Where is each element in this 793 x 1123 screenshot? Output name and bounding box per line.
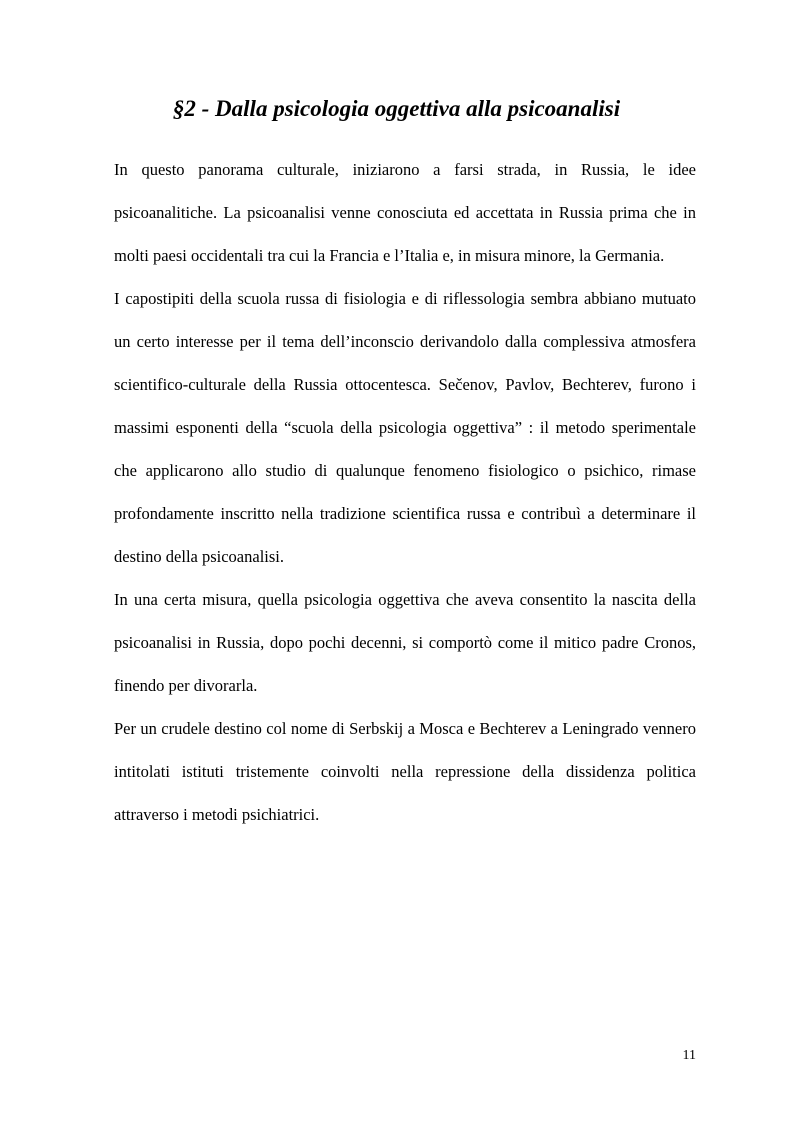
paragraph: In una certa misura, quella psicologia oggettiva che aveva consentito la nascita della psicoanalisi in Russia, dopo pochi decenni, si comportò come il mitico padre Cronos, finendo per divorarla. xyxy=(114,590,696,695)
paragraph: I capostipiti della scuola russa di fisiologia e di riflessologia sembra abbiano mutuato un certo interesse per il tema dell’inconscio derivandolo dalla complessiva atmosfera scientifico-culturale della Russia ottocentesca. Sečenov, Pavlov, Bechterev, furono i massimi esponenti della “scuola della psicologia oggettiva” : il metodo sperimentale che applicarono allo studio di qualunque fenomeno fisiologico o psichico, rimase profondamente inscritto nella tradizione scientifica russa e contribuì a determinare il destino della psicoanalisi. xyxy=(114,289,696,566)
paragraph: Per un crudele destino col nome di Serbskij a Mosca e Bechterev a Leningrado vennero intitolati istituti tristemente coinvolti nella repressione della dissidenza politica attraverso i metodi psichiatrici. xyxy=(114,719,696,824)
section-heading: §2 - Dalla psicologia oggettiva alla psicoanalisi xyxy=(172,96,621,121)
paragraph: In questo panorama culturale, iniziarono a farsi strada, in Russia, le idee psicoanalitiche. La psicoanalisi venne conosciuta ed accettata in Russia prima che in molti paesi occidentali tra cui la Francia e l’Italia e, in misura minore, la Germania. xyxy=(114,160,696,265)
body-text xyxy=(114,148,696,836)
page-number: 11 xyxy=(682,1048,696,1063)
